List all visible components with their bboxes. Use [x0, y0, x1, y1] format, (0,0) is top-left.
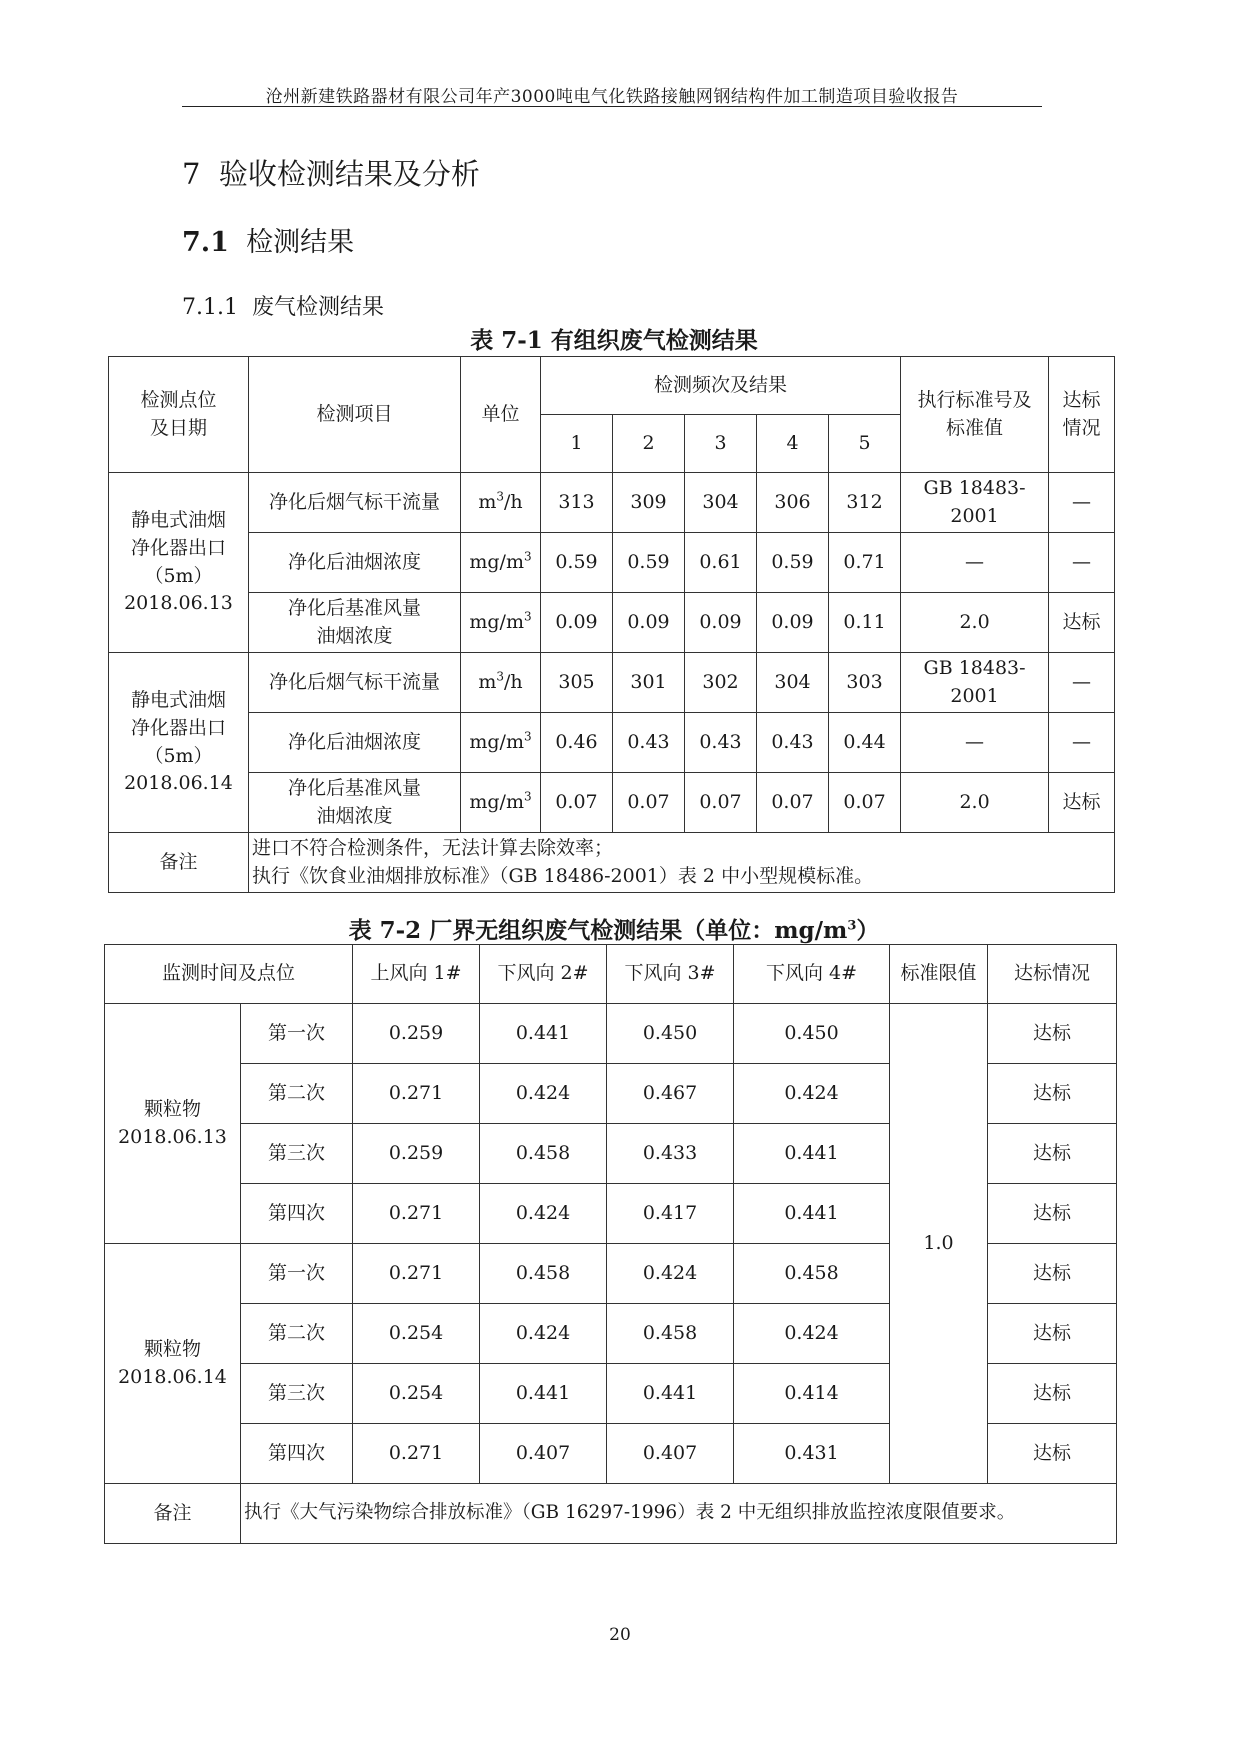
table1-value-cell: 305	[541, 653, 613, 713]
table1-unit-cell: $mg/m^3$	[461, 593, 541, 653]
table1-value-cell: 0.09	[613, 593, 685, 653]
table2-value-cell: 0.424	[480, 1304, 607, 1364]
table2-value-cell: 0.254	[353, 1304, 480, 1364]
table2-note-label: 备注	[105, 1484, 241, 1544]
table-row	[109, 773, 1115, 833]
table1-note-label: 备注	[109, 833, 249, 893]
table1-item-cell: 净化后烟气标干流量	[249, 473, 461, 533]
table-row	[109, 653, 1115, 713]
table1-value-cell: 304	[757, 653, 829, 713]
table2-header-p4: 下风向 4#	[734, 945, 890, 1004]
table2-value-cell: 0.271	[353, 1244, 480, 1304]
table1-value-cell: 301	[613, 653, 685, 713]
table1-value-cell: 0.07	[829, 773, 901, 833]
table2-value-cell: 0.450	[734, 1004, 890, 1064]
table-row	[105, 1004, 1117, 1064]
table2-status-cell: 达标	[988, 1304, 1117, 1364]
table1-value-cell: 0.07	[685, 773, 757, 833]
page-number: 20	[609, 1625, 631, 1645]
table1-status-cell: —	[1049, 533, 1115, 593]
table2-status-cell: 达标	[988, 1244, 1117, 1304]
table-row	[109, 713, 1115, 773]
table2-status-cell: 达标	[988, 1124, 1117, 1184]
table2-value-cell: 0.259	[353, 1004, 480, 1064]
table1-value-cell: 0.44	[829, 713, 901, 773]
subsubsection-number: 7.1.1	[182, 295, 238, 320]
table2-value-cell: 0.424	[734, 1064, 890, 1124]
table2-header-p3: 下风向 3#	[607, 945, 734, 1004]
table1	[108, 356, 1115, 893]
table2-value-cell: 0.424	[734, 1304, 890, 1364]
table1-status-cell: —	[1049, 653, 1115, 713]
table1-header-n1: 1	[541, 415, 613, 473]
section-heading	[182, 152, 480, 193]
running-header: 沧州新建铁路器材有限公司年产3000吨电气化铁路接触网钢结构件加工制造项目验收报告	[265, 87, 959, 107]
table1-header-standard: 执行标准号及 标准值	[901, 357, 1049, 473]
table2-header-status: 达标情况	[988, 945, 1117, 1004]
table2-status-cell: 达标	[988, 1424, 1117, 1484]
table2-value-cell: 0.271	[353, 1064, 480, 1124]
table1-value-cell: 306	[757, 473, 829, 533]
table2-value-cell: 0.407	[607, 1424, 734, 1484]
table2-caption-num: 7-2	[379, 917, 422, 944]
table2-status-cell: 达标	[988, 1064, 1117, 1124]
table1-caption-prefix: 表	[470, 327, 494, 354]
table-row	[109, 533, 1115, 593]
table1-header-site: 检测点位 及日期	[109, 357, 249, 473]
table1-value-cell: 0.43	[757, 713, 829, 773]
table1-caption-text: 有组织废气检测结果	[550, 327, 758, 354]
table2-time-cell: 第一次	[241, 1004, 353, 1064]
table1-value-cell: 0.43	[613, 713, 685, 773]
table1-item-cell: 净化后油烟浓度	[249, 533, 461, 593]
table1-item-cell: 净化后基准风量 油烟浓度	[249, 773, 461, 833]
table1-caption-num: 7-1	[501, 327, 543, 354]
subsection-title: 检测结果	[246, 227, 355, 258]
table1-item-cell: 净化后油烟浓度	[249, 713, 461, 773]
table2-header-limit: 标准限值	[890, 945, 988, 1004]
table1-value-cell: 0.09	[757, 593, 829, 653]
table1-status-cell: —	[1049, 713, 1115, 773]
table1-item-cell: 净化后烟气标干流量	[249, 653, 461, 713]
table1-value-cell: 0.61	[685, 533, 757, 593]
table1-value-cell: 0.46	[541, 713, 613, 773]
table2-caption-text: 厂界无组织废气检测结果（单位：	[429, 917, 775, 944]
table1-site-cell: 静电式油烟 净化器出口 （5m） 2018.06.14	[109, 653, 249, 833]
table-row	[109, 473, 1115, 533]
table2-value-cell: 0.441	[734, 1184, 890, 1244]
table1-value-cell: 312	[829, 473, 901, 533]
table1-value-cell: 0.09	[685, 593, 757, 653]
table2-time-cell: 第二次	[241, 1304, 353, 1364]
table2-time-cell: 第三次	[241, 1364, 353, 1424]
table2-value-cell: 0.458	[480, 1124, 607, 1184]
table1-value-cell: 0.59	[757, 533, 829, 593]
table1-value-cell: 0.07	[541, 773, 613, 833]
table1-header-freq: 检测频次及结果	[541, 357, 901, 415]
table1-status-cell: 达标	[1049, 773, 1115, 833]
table2-value-cell: 0.450	[607, 1004, 734, 1064]
table2-caption-prefix: 表	[348, 917, 372, 944]
table1-header-unit: 单位	[461, 357, 541, 473]
subsection-heading	[182, 220, 354, 259]
section-number: 7	[182, 157, 201, 191]
table2-value-cell: 0.424	[480, 1184, 607, 1244]
table1-value-cell: 0.43	[685, 713, 757, 773]
table2-limit-cell: 1.0	[890, 1004, 988, 1484]
table1-value-cell: 0.07	[757, 773, 829, 833]
table1-note-text: 进口不符合检测条件，无法计算去除效率； 执行《饮食业油烟排放标准》（GB 18486-2001）表 2 中小型规模标准。	[249, 833, 1115, 893]
table2-caption-unit-sup: 3	[847, 918, 857, 934]
table1-value-cell: 309	[613, 473, 685, 533]
table2-value-cell: 0.254	[353, 1364, 480, 1424]
table1-caption	[108, 322, 1120, 355]
table1-note-row	[109, 833, 1115, 893]
table1-unit-cell: $m^3/h$	[461, 473, 541, 533]
subsubsection-title: 废气检测结果	[251, 295, 384, 320]
table1-value-cell: 313	[541, 473, 613, 533]
table2-header-time-site: 监测时间及点位	[105, 945, 353, 1004]
table2-value-cell: 0.417	[607, 1184, 734, 1244]
table2-note-text: 执行《大气污染物综合排放标准》（GB 16297-1996）表 2 中无组织排放监控浓度限值要求。	[241, 1484, 1117, 1544]
table2-caption-close: ）	[856, 917, 880, 944]
table1-value-cell: 0.07	[613, 773, 685, 833]
table1-standard-cell: 2.0	[901, 773, 1049, 833]
table2-time-cell: 第四次	[241, 1424, 353, 1484]
table2-value-cell: 0.458	[480, 1244, 607, 1304]
table1-value-cell: 302	[685, 653, 757, 713]
table1-header-status: 达标 情况	[1049, 357, 1115, 473]
table1-value-cell: 304	[685, 473, 757, 533]
table1-header-n2: 2	[613, 415, 685, 473]
table2-value-cell: 0.441	[480, 1004, 607, 1064]
subsubsection-heading	[182, 290, 384, 321]
table1-value-cell: 0.59	[541, 533, 613, 593]
table-row	[109, 593, 1115, 653]
table1-value-cell: 303	[829, 653, 901, 713]
table2-value-cell: 0.271	[353, 1184, 480, 1244]
table1-standard-cell: —	[901, 533, 1049, 593]
table2-group-cell: 颗粒物 2018.06.13	[105, 1004, 241, 1244]
table2-value-cell: 0.441	[607, 1364, 734, 1424]
table2-group-cell: 颗粒物 2018.06.14	[105, 1244, 241, 1484]
table1-unit-cell: $m^3/h$	[461, 653, 541, 713]
table2-value-cell: 0.414	[734, 1364, 890, 1424]
table2-value-cell: 0.424	[480, 1064, 607, 1124]
table2-value-cell: 0.458	[607, 1304, 734, 1364]
table2-value-cell: 0.431	[734, 1424, 890, 1484]
table1-status-cell: 达标	[1049, 593, 1115, 653]
table1-header-n4: 4	[757, 415, 829, 473]
table2-time-cell: 第一次	[241, 1244, 353, 1304]
table1-header-n3: 3	[685, 415, 757, 473]
table2-caption-unit: mg/m	[774, 917, 848, 944]
table1-value-cell: 0.59	[613, 533, 685, 593]
table1-status-cell: —	[1049, 473, 1115, 533]
table2-status-cell: 达标	[988, 1184, 1117, 1244]
table2	[104, 944, 1117, 1544]
table2-value-cell: 0.458	[734, 1244, 890, 1304]
table2-value-cell: 0.441	[734, 1124, 890, 1184]
table2-status-cell: 达标	[988, 1004, 1117, 1064]
table2-value-cell: 0.259	[353, 1124, 480, 1184]
table2-value-cell: 0.467	[607, 1064, 734, 1124]
table1-value-cell: 0.71	[829, 533, 901, 593]
table1-standard-cell: 2.0	[901, 593, 1049, 653]
table2-time-cell: 第四次	[241, 1184, 353, 1244]
subsection-number: 7.1	[182, 227, 229, 258]
table1-unit-cell: $mg/m^3$	[461, 773, 541, 833]
table1-item-cell: 净化后基准风量 油烟浓度	[249, 593, 461, 653]
table2-value-cell: 0.271	[353, 1424, 480, 1484]
table2-value-cell: 0.433	[607, 1124, 734, 1184]
table1-value-cell: 0.11	[829, 593, 901, 653]
table1-unit-cell: $mg/m^3$	[461, 713, 541, 773]
table2-header-p1: 上风向 1#	[353, 945, 480, 1004]
table2-value-cell: 0.424	[607, 1244, 734, 1304]
table1-header-n5: 5	[829, 415, 901, 473]
table2-status-cell: 达标	[988, 1364, 1117, 1424]
table2-time-cell: 第二次	[241, 1064, 353, 1124]
table2-value-cell: 0.407	[480, 1424, 607, 1484]
table2-caption	[108, 912, 1120, 945]
table2-header-p2: 下风向 2#	[480, 945, 607, 1004]
table2-time-cell: 第三次	[241, 1124, 353, 1184]
table1-standard-cell: GB 18483-2001	[901, 473, 1049, 533]
table1-standard-cell: GB 18483-2001	[901, 653, 1049, 713]
table2-value-cell: 0.441	[480, 1364, 607, 1424]
header-rule	[182, 106, 1042, 107]
table1-header-item: 检测项目	[249, 357, 461, 473]
table1-site-cell: 静电式油烟 净化器出口 （5m） 2018.06.13	[109, 473, 249, 653]
table2-note-row	[105, 1484, 1117, 1544]
table1-unit-cell: $mg/m^3$	[461, 533, 541, 593]
section-title: 验收检测结果及分析	[218, 157, 480, 191]
table1-value-cell: 0.09	[541, 593, 613, 653]
table1-standard-cell: —	[901, 713, 1049, 773]
